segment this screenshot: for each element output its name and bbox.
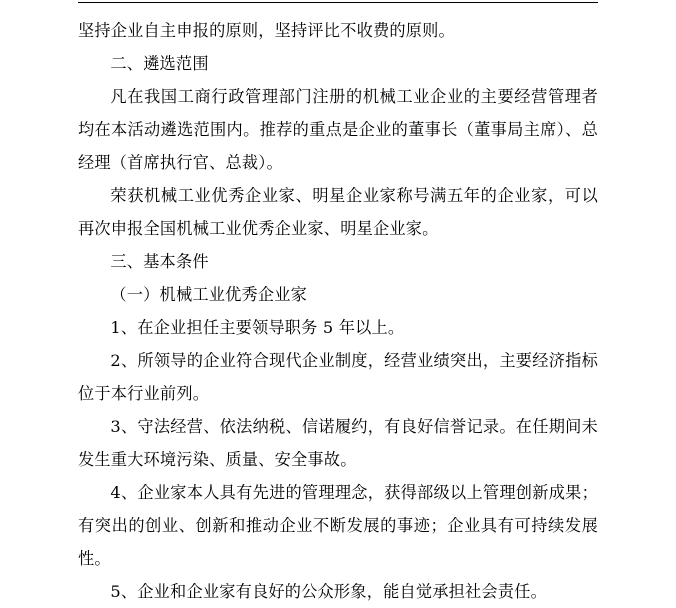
paragraph-principles-continued: 坚持企业自主申报的原则，坚持评比不收费的原则。 [78, 21, 455, 40]
document-body [78, 0, 598, 608]
subheading-item-one: （一）机械工业优秀企业家 [110, 285, 308, 304]
paragraph-condition-5: 5、企业和企业家有良好的公众形象，能自觉承担社会责任。 [110, 582, 547, 601]
paragraph-scope-1: 凡在我国工商行政管理部门注册的机械工业企业的主要经营管理者均在本活动遴选范围内。推荐的重点是企业的董事长（董事局主席）、总经理（首席执行官、总裁）。 [78, 87, 598, 172]
paragraph-scope-2: 荣获机械工业优秀企业家、明星企业家称号满五年的企业家，可以再次申报全国机械工业优秀企业家、明星企业家。 [78, 186, 598, 238]
header-rule [78, 2, 598, 3]
heading-section-two: 二、遴选范围 [110, 54, 209, 73]
paragraph-condition-3: 3、守法经营、依法纳税、信诺履约，有良好信誉记录。在任期间未发生重大环境污染、质量、安全事故。 [78, 417, 598, 469]
paragraph-condition-2: 2、所领导的企业符合现代企业制度，经营业绩突出，主要经济指标位于本行业前列。 [78, 351, 598, 403]
heading-section-three: 三、基本条件 [110, 252, 209, 271]
paragraph-condition-4: 4、企业家本人具有先进的管理理念，获得部级以上管理创新成果；有突出的创业、创新和推动企业不断发展的事迹；企业具有可持续发展性。 [78, 483, 598, 568]
paragraph-condition-1: 1、在企业担任主要领导职务 5 年以上。 [110, 318, 405, 337]
